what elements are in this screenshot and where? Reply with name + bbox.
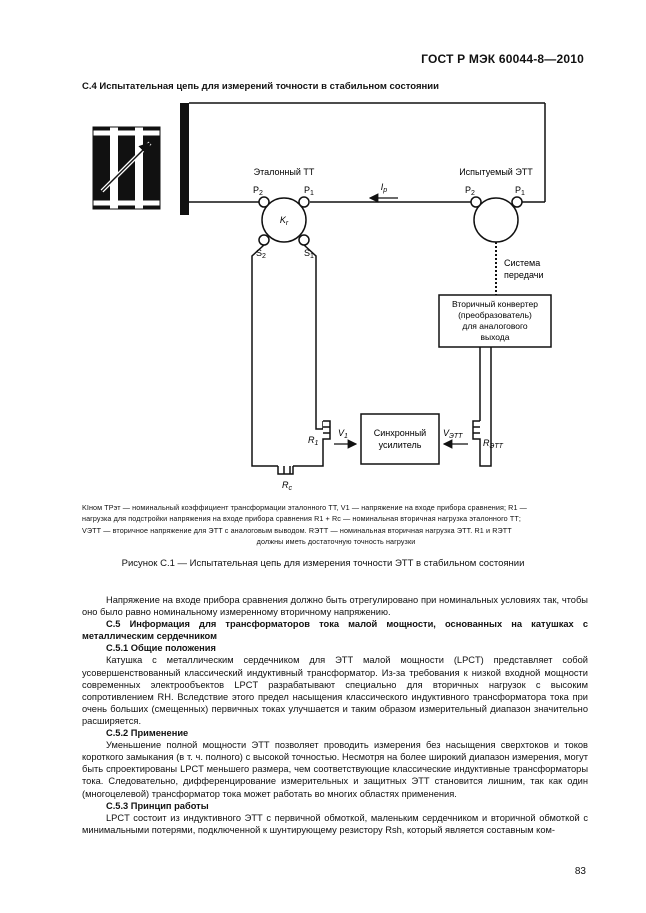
body-text — [82, 594, 588, 836]
sync-amp-line-1: Синхронный — [373, 428, 427, 438]
section-c5-title: С.5 Информация для трансформаторов тока малой мощности, основанных на катушках с металлическим сердечником — [82, 619, 588, 642]
ip-label: $I_p$ — [380, 182, 388, 194]
sync-amplifier-box — [361, 414, 439, 464]
page-number: 83 — [574, 866, 586, 877]
rc-label: $R_c$ — [282, 480, 292, 492]
section-c4-title: С.4 Испытательная цепь для измерений точности в стабильном состоянии — [82, 81, 439, 92]
ref-kr-label: $K_r$ — [279, 215, 289, 227]
test-p2-label: $P_2$ — [465, 185, 475, 197]
converter-line-3: для аналогового — [462, 321, 528, 331]
primary-circuit — [189, 103, 545, 202]
paragraph-c51: Катушка с металлическим сердечником для ЭТТ малой мощности (LPCT) представляет собой усовершенствованный классический индуктивный трансформатор. Из-за требования к низкой входной мощности современных электрообъектов LPCT разрабатывают специально для вторичных нагрузок с высоким сопротивлением RH. Вследствие этого предел насыщения классического индуктивного трансформатора тока при очень больших (смещенных) первичных токах улучшается и таким образом измерительный диапазон значительно расширяется. — [82, 655, 588, 726]
section-c53-title: С.5.3 Принцип работы — [106, 800, 209, 811]
rett-resistor — [473, 421, 480, 445]
transmission-label-2: передачи — [504, 270, 544, 280]
figure-legend — [82, 502, 590, 547]
standard-header: ГОСТ Р МЭК 60044-8—2010 — [421, 52, 584, 66]
transmission-label: Система — [504, 258, 541, 268]
ref-s2-label: $S_2$ — [256, 248, 266, 260]
r1-label: $R_1$ — [308, 435, 319, 447]
ref-p1-label: $P_1$ — [304, 185, 314, 197]
converter-line-2: (преобразователь) — [458, 310, 532, 320]
test-p1-label: $P_1$ — [515, 185, 525, 197]
legend-line-3: VЭТТ — вторичное напряжение для ЭТТ с аналоговым выводом. RЭТТ — номинальная вторичная нагрузка ЭТТ. R1 и RЭТТ — [82, 525, 512, 535]
rett-label: $R_{ЭТТ}$ — [483, 438, 503, 450]
v1-label: $V_1$ — [338, 428, 348, 440]
converter-line-1: Вторичный конвертер — [452, 299, 538, 309]
legend-line-2: нагрузка для подстройки напряжения на входе прибора сравнения R1 + Rc — номинальная вторичная нагрузка эталонного ТТ; — [82, 514, 521, 524]
paragraph-c52: Уменьшение полной мощности ЭТТ позволяет проводить измерения без насыщения сверхтоков и токов короткого замыкания (в т. ч. полного) с высокой точностью. Несмотря на более широкий диапазон измерения, могут быть спроектированы LPCT меньшего размера, чем соответствующие классические индуктивные трансформаторы тока. Следовательно, дифференцирование измерительных и защитных ЭТТ становится лишним, так как один (многоцелевой) трансформатор тока может работать во многих областях применения. — [82, 740, 588, 799]
r1-resistor — [323, 421, 330, 445]
test-ett-label: Испытуемый ЭТТ — [459, 167, 533, 177]
ref-p2-label: $P_2$ — [253, 185, 263, 197]
ref-s1-label: $S_1$ — [304, 248, 314, 260]
paragraph-voltage: Напряжение на входе прибора сравнения должно быть отрегулировано при номинальных условиях так, чтобы оно было равно номинальному измеренному вторичному напряжению. — [82, 595, 588, 618]
legend-line-1: KIном TPэт — номинальный коэффициент трансформации эталонного ТТ, V1 — напряжение на входе прибора сравнения; R1 — — [82, 503, 527, 512]
sync-amp-line-2: усилитель — [378, 440, 422, 450]
ref-ct-label: Эталонный ТТ — [253, 167, 315, 177]
test-ett — [471, 197, 522, 242]
figure-caption: Рисунок С.1 — Испытательная цепь для измерения точности ЭТТ в стабильном состоянии — [121, 558, 525, 569]
section-c52-title: С.5.2 Применение — [106, 728, 189, 739]
rc-resistor — [278, 466, 293, 474]
paragraph-c53: LPCT состоит из индуктивного ЭТТ с первичной обмоткой, маленьким сердечником и вторичной обмоткой с минимальными потерями, подключенной к шунтирующему резистору Rsh, который является составным ком- — [82, 812, 588, 835]
section-c51-title: С.5.1 Общие положения — [106, 643, 216, 654]
converter-line-4: выхода — [480, 332, 510, 342]
vett-label: $V_{ЭТТ}$ — [443, 428, 463, 440]
current-source — [93, 103, 189, 215]
legend-line-4: должны иметь достаточную точность нагрузки — [256, 536, 416, 546]
reference-secondary-loop — [252, 245, 323, 466]
